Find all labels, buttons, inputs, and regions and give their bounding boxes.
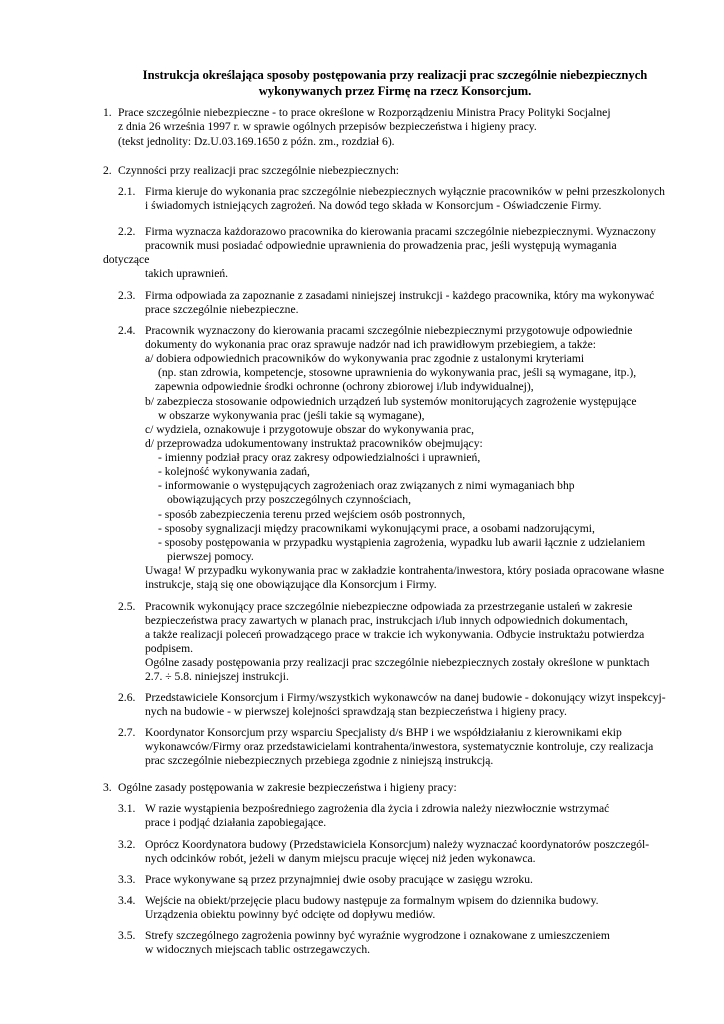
- section-3-number: 3.: [103, 781, 112, 794]
- item-2-7-line: Koordynator Konsorcjum przy wsparciu Specjalisty d/s BHP i we współdziałaniu z kierownikami ekip: [145, 726, 622, 739]
- section-2-heading: Czynności przy realizacji prac szczególnie niebezpiecznych:: [118, 164, 400, 177]
- document-title: [100, 67, 690, 99]
- item-2-1-line: Firma kieruje do wykonania prac szczególnie niebezpiecznych wyłącznie pracowników w pełni przeszkolonych: [145, 185, 665, 198]
- item-2-5-line: a także realizacji poleceń prowadzącego prace w trakcie ich wykonywania. Odbycie instruktażu potwierdza: [145, 628, 645, 641]
- item-2-4-line: instrukcje, stają się one obowiązujące dla Konsorcjum i Firmy.: [145, 578, 437, 591]
- item-3-5-line: w widocznych miejscach tablic ostrzegawczych.: [145, 943, 371, 956]
- item-2-5-line: Pracownik wykonujący prace szczególnie niebezpieczne odpowiada za przestrzeganie ustaleń w zakresie: [145, 600, 633, 613]
- item-3-5-line: Strefy szczególnego zagrożenia powinny być wyraźnie wygrodzone i oznakowane z umieszczeniem: [145, 929, 610, 942]
- item-2-3-line: Firma odpowiada za zapoznanie z zasadami niniejszej instrukcji - każdego pracownika, który ma wykonywać: [145, 289, 655, 302]
- item-3-1-line: prace i podjąć działania zapobiegające.: [145, 816, 327, 829]
- item-2-4-line: - sposoby postępowania w przypadku wystąpienia zagrożenia, wypadku lub awarii łącznie z udzielaniem: [158, 536, 646, 549]
- item-2-3-line: prace szczególnie niebezpieczne.: [145, 303, 299, 316]
- item-2-4-line: - sposób zabezpieczenia terenu przed wejściem osób postronnych,: [158, 508, 466, 521]
- item-2-5-number: 2.5.: [118, 600, 136, 613]
- item-3-2-line: Oprócz Koordynatora budowy (Przedstawiciela Konsorcjum) należy wyznaczać koordynatorów poszczegól-: [145, 838, 650, 851]
- item-2-4-line: obowiązujących przy poszczególnych czynnościach,: [167, 493, 412, 506]
- item-2-4-line: dokumenty do wykonania prac oraz sprawuje nadzór nad ich prawidłowym przebiegiem, a także:: [145, 338, 597, 351]
- item-3-5-number: 3.5.: [118, 929, 136, 942]
- item-2-2-line: takich uprawnień.: [145, 267, 229, 280]
- section-3-heading: Ogólne zasady postępowania w zakresie bezpieczeństwa i higieny pracy:: [118, 781, 457, 794]
- section-1-line: (tekst jednolity: Dz.U.03.169.1650 z późn. zm., rozdział 6).: [118, 135, 395, 148]
- item-3-4-line: Wejście na obiekt/przejęcie placu budowy następuje za formalnym wpisem do dziennika budowy.: [145, 894, 599, 907]
- item-2-4-line: - imienny podział pracy oraz zakresy odpowiedzialności i uprawnień,: [158, 451, 481, 464]
- item-2-4-line: b/ zabezpiecza stosowanie odpowiednich urządzeń lub systemów monitorujących zagrożenie występujące: [145, 395, 637, 408]
- item-2-5-line: Ogólne zasady postępowania przy realizacji prac szczególnie niebezpiecznych zostały określone w punktach: [145, 656, 650, 669]
- item-3-3-line: Prace wykonywane są przez przynajmniej dwie osoby pracujące w zasięgu wzroku.: [145, 873, 533, 886]
- item-2-6-line: Przedstawiciele Konsorcjum i Firmy/wszystkich wykonawców na danej budowie - dokonujący wizyt inspekcyj-: [145, 691, 666, 704]
- item-2-1-number: 2.1.: [118, 185, 136, 198]
- item-2-1-line: i świadomych istniejących zagrożeń. Na dowód tego składa w Konsorcjum - Oświadczenie Firmy.: [145, 199, 602, 212]
- title-line-2: wykonywanych przez Firmę na rzecz Konsorcjum.: [258, 84, 532, 98]
- item-2-2-line: dotyczące: [103, 253, 150, 266]
- item-2-7-line: wykonawców/Firmy oraz przedstawicielami kontrahenta/inwestora, systematycznie kontroluje, czy realizacja: [145, 740, 654, 753]
- item-2-4-line: (np. stan zdrowia, kompetencje, stosowne uprawnienia do wykonywania prac, jeśli są wymagane, itp.),: [158, 366, 637, 379]
- item-2-4-line: w obszarze wykonywania prac (jeśli takie są wymagane),: [158, 409, 425, 422]
- item-2-4-line: d/ przeprowadza udokumentowany instruktaż pracowników obejmujący:: [145, 437, 483, 450]
- item-2-3-number: 2.3.: [118, 289, 136, 302]
- item-3-1-line: W razie wystąpienia bezpośredniego zagrożenia dla życia i zdrowia należy niezwłocznie wstrzymać: [145, 802, 610, 815]
- section-1-number: 1.: [103, 106, 112, 119]
- item-2-7-number: 2.7.: [118, 726, 136, 739]
- item-2-4-line: - informowanie o występujących zagrożeniach oraz związanych z nimi wymaganiach bhp: [158, 479, 575, 492]
- section-1-line: z dnia 26 września 1997 r. w sprawie ogólnych przepisów bezpieczeństwa i higieny pracy.: [118, 120, 537, 133]
- item-2-4-line: - kolejność wykonywania zadań,: [158, 465, 310, 478]
- item-2-4-line: Uwaga! W przypadku wykonywania prac w zakładzie kontrahenta/inwestora, który posiada opracowane własne: [145, 564, 665, 577]
- section-2-number: 2.: [103, 164, 112, 177]
- item-2-4-line: zapewnia odpowiednie środki ochronne (ochrony zbiorowej i/lub indywidualnej),: [155, 380, 534, 393]
- item-2-4-line: a/ dobiera odpowiednich pracowników do wykonywania prac zgodnie z ustalonymi kryteriami: [145, 352, 585, 365]
- item-3-4-number: 3.4.: [118, 894, 136, 907]
- item-2-7-line: prac szczególnie niebezpiecznych przebiega zgodnie z niniejszą instrukcją.: [145, 754, 494, 767]
- item-2-5-line: podpisem.: [145, 642, 193, 655]
- item-2-4-line: pierwszej pomocy.: [167, 550, 254, 563]
- item-2-5-line: bezpieczeństwa pracy zawartych w planach prac, instrukcjach i/lub innych odpowiednich dokumentach,: [145, 614, 628, 627]
- item-3-1-number: 3.1.: [118, 802, 136, 815]
- item-2-5-line: 2.7. ÷ 5.8. niniejszej instrukcji.: [145, 670, 289, 683]
- item-3-4-line: Urządzenia obiektu powinny być odcięte od dopływu mediów.: [145, 908, 436, 921]
- item-3-2-line: nych odcinków robót, jeżeli w danym miejscu pracuje więcej niż jeden wykonawca.: [145, 852, 536, 865]
- item-2-6-line: nych na budowie - w pierwszej kolejności sprawdzają stan bezpieczeństwa i higieny pracy.: [145, 705, 567, 718]
- section-1-line: Prace szczególnie niebezpieczne - to prace określone w Rozporządzeniu Ministra Pracy Polityki Socjalnej: [118, 106, 611, 119]
- item-2-4-line: c/ wydziela, oznakowuje i przygotowuje obszar do wykonywania prac,: [145, 423, 475, 436]
- item-2-4-line: - sposoby sygnalizacji między pracownikami wykonującymi prace, a osobami nadzorującymi,: [158, 522, 595, 535]
- item-2-4-line: Pracownik wyznaczony do kierowania pracami szczególnie niebezpiecznymi przygotowuje odpowiednie: [145, 324, 633, 337]
- title-line-1: Instrukcja określająca sposoby postępowania przy realizacji prac szczególnie niebezpiecznych: [142, 68, 648, 82]
- item-2-2-line: Firma wyznacza każdorazowo pracownika do kierowania pracami szczególnie niebezpiecznymi. Wyznaczony: [145, 225, 656, 238]
- item-3-3-number: 3.3.: [118, 873, 136, 886]
- item-2-2-number: 2.2.: [118, 225, 136, 238]
- item-2-6-number: 2.6.: [118, 691, 136, 704]
- item-2-4-number: 2.4.: [118, 324, 136, 337]
- item-3-2-number: 3.2.: [118, 838, 136, 851]
- item-2-2-line: pracownik musi posiadać odpowiednie uprawnienia do prowadzenia prac, jeśli występują wymagania: [145, 239, 617, 252]
